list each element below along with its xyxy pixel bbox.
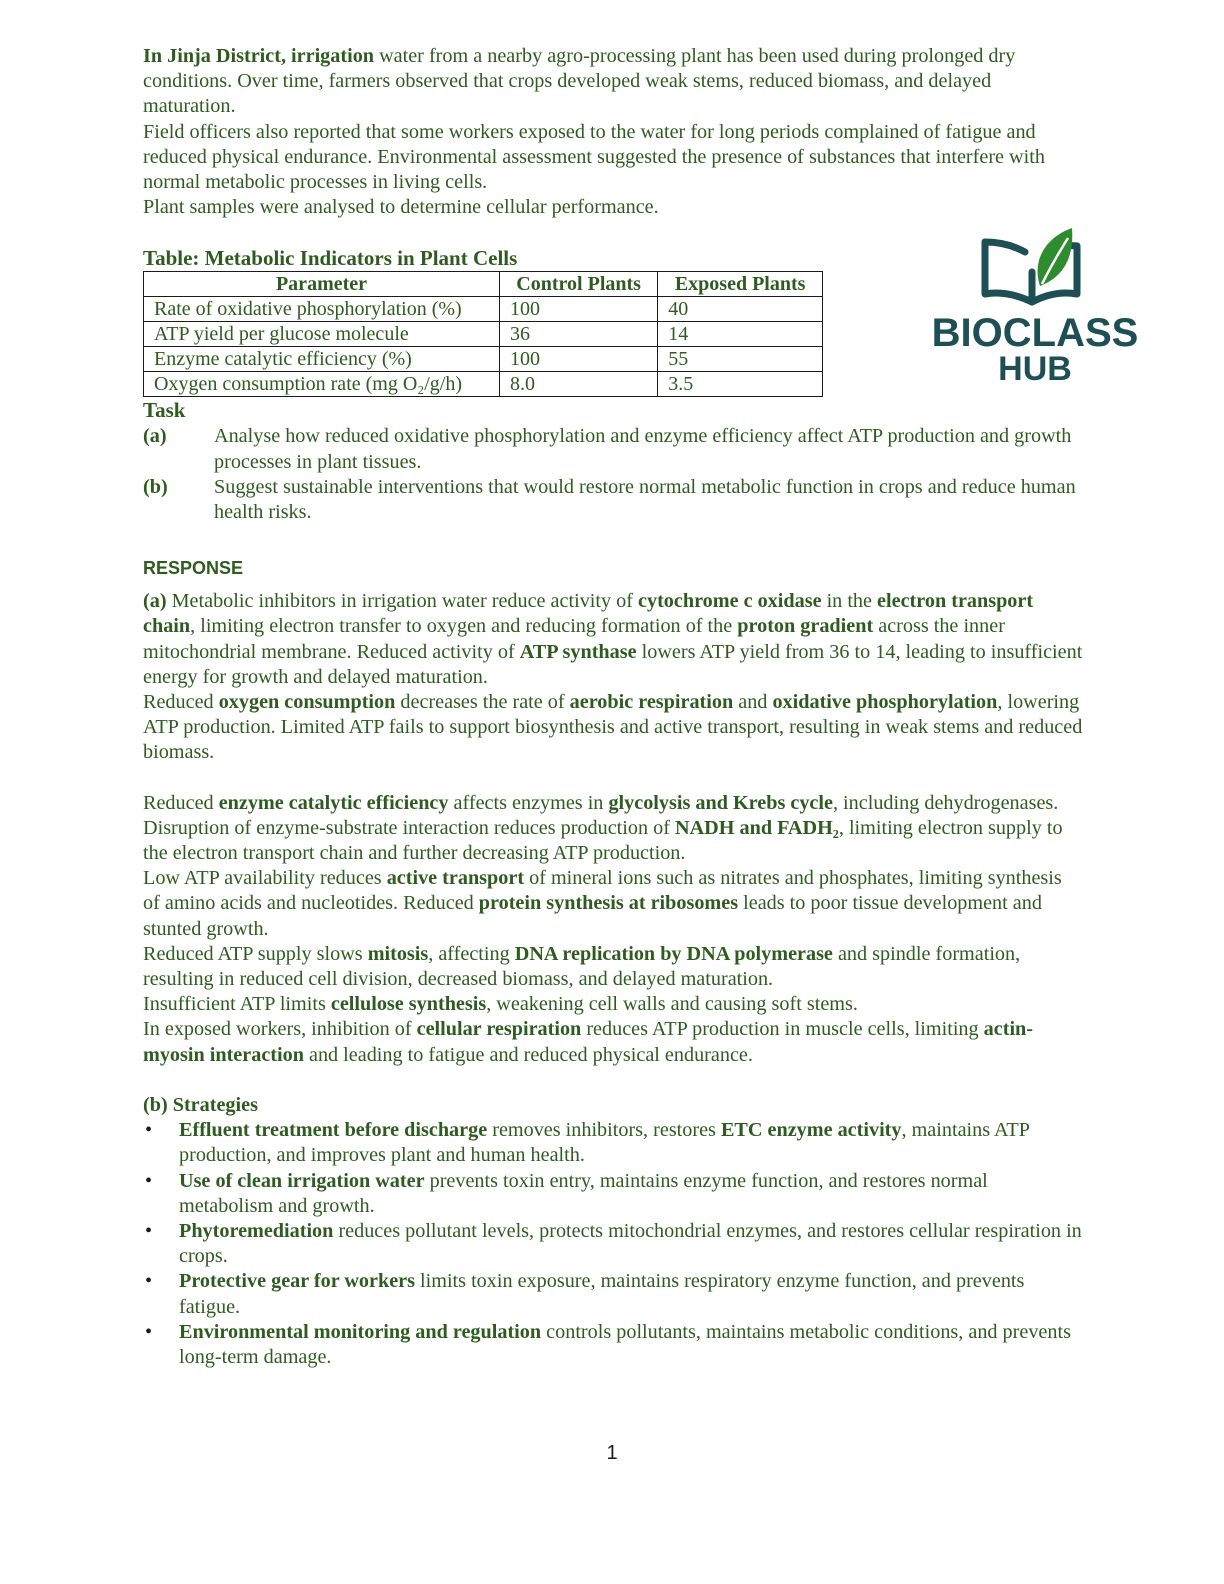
response-paragraph-a4: Low ATP availability reduces active transport of mineral ions such as nitrates and phosphates, limiting synthesis of amino acids and nucleotides. Reduced protein synthesis at ribosomes leads to poor tissue development and stunted growth.	[143, 867, 1062, 940]
paragraph-gap	[143, 1068, 1083, 1093]
table-cell: Rate of oxidative phosphorylation (%)	[144, 297, 500, 322]
list-item: • Environmental monitoring and regulation controls pollutants, maintains metabolic conditions, and prevents long-term damage.	[143, 1320, 1083, 1370]
table-cell: 55	[658, 347, 823, 372]
table-row	[144, 372, 823, 397]
task-label: (b)	[143, 475, 168, 498]
response-paragraph-a6: Insufficient ATP limits cellulose synthesis, weakening cell walls and causing soft stems.	[143, 993, 858, 1016]
table-cell: 100	[500, 297, 658, 322]
list-item: • Effluent treatment before discharge removes inhibitors, restores ETC enzyme activity, maintains ATP production, and improves plant and human health.	[143, 1118, 1083, 1168]
response-paragraph-a3: Reduced enzyme catalytic efficiency affects enzymes in glycolysis and Krebs cycle, including dehydrogenases. Disruption of enzyme-substrate interaction reduces production of NADH and FADH₂, limiting electron supply to the electron transport chain and further decreasing ATP production.	[143, 791, 1063, 865]
logo-text-line2: HUB	[998, 350, 1072, 384]
paragraph-gap	[143, 766, 1083, 791]
bullet-icon: •	[145, 1219, 153, 1242]
bullet-icon: •	[145, 1320, 153, 1343]
intro-paragraph-1: In Jinja District, irrigation water from a nearby agro-processing plant has been used during prolonged dry conditions. Over time, farmers observed that crops developed weak stems, reduced biomass, and delayed maturation.	[143, 45, 1016, 118]
task-heading: Task	[143, 398, 186, 423]
strategies-list	[143, 1118, 1083, 1370]
table-cell: 14	[658, 322, 823, 347]
table-cell: 3.5	[658, 372, 823, 397]
table-cell: 36	[500, 322, 658, 347]
table-cell: 100	[500, 347, 658, 372]
table-cell: ATP yield per glucose molecule	[144, 322, 500, 347]
bullet-icon: •	[145, 1119, 153, 1142]
intro-paragraph-2: Field officers also reported that some workers exposed to the water for long periods complained of fatigue and reduced physical endurance. Environmental assessment suggested the presence of substances that interfere with normal metabolic processes in living cells.	[143, 120, 1045, 194]
table-cell: 8.0	[500, 372, 658, 397]
header-parameter: Parameter	[144, 272, 500, 297]
bioclass-hub-logo	[922, 224, 1148, 384]
book-leaf-icon	[922, 224, 1148, 384]
response-paragraph-a5: Reduced ATP supply slows mitosis, affecting DNA replication by DNA polymerase and spindle formation, resulting in reduced cell division, decreased biomass, and delayed maturation.	[143, 942, 1021, 991]
task-item-a	[143, 424, 1083, 474]
response-heading: RESPONSE	[143, 558, 244, 579]
response-paragraph-a1: (a) Metabolic inhibitors in irrigation water reduce activity of cytochrome c oxidase in the electron transport chain, limiting electron transfer to oxygen and reducing formation of the proton gradient across the inner mitochondrial membrane. Reduced activity of ATP synthase lowers ATP yield from 36 to 14, leading to insufficient energy for growth and delayed maturation.	[143, 590, 1083, 688]
header-control: Control Plants	[500, 272, 658, 297]
list-item: • Use of clean irrigation water prevents toxin entry, maintains enzyme function, and restores normal metabolism and growth.	[143, 1169, 1083, 1219]
table-cell: Enzyme catalytic efficiency (%)	[144, 347, 500, 372]
task-item-b	[143, 475, 1083, 525]
table-cell: Oxygen consumption rate (mg O₂/g/h)	[144, 372, 500, 397]
header-exposed: Exposed Plants	[658, 272, 823, 297]
logo-text-line1: BIOCLASS	[931, 311, 1139, 355]
table-cell: 40	[658, 297, 823, 322]
task-text: Suggest sustainable interventions that would restore normal metabolic function in crops and reduce human health risks.	[214, 475, 1076, 524]
table-row	[144, 347, 823, 372]
task-text: Analyse how reduced oxidative phosphorylation and enzyme efficiency affect ATP production and growth processes in plant tissues.	[214, 425, 1072, 473]
bullet-icon: •	[145, 1270, 153, 1293]
table-header-row	[144, 272, 823, 297]
list-item: • Phytoremediation reduces pollutant levels, protects mitochondrial enzymes, and restores cellular respiration in crops.	[143, 1219, 1083, 1269]
table-row	[144, 297, 823, 322]
table-title: Table: Metabolic Indicators in Plant Cells	[143, 246, 518, 271]
response-paragraph-a2: Reduced oxygen consumption decreases the rate of aerobic respiration and oxidative phosphorylation, lowering ATP production. Limited ATP fails to support biosynthesis and active transport, resulting in weak stems and reduced biomass.	[143, 691, 1083, 764]
task-label: (a)	[143, 425, 167, 448]
metabolic-indicators-table	[143, 271, 823, 397]
intro-paragraph-3: Plant samples were analysed to determine cellular performance.	[143, 196, 659, 219]
bullet-icon: •	[145, 1169, 153, 1192]
list-item: • Protective gear for workers limits toxin exposure, maintains respiratory enzyme function, and prevents fatigue.	[143, 1269, 1083, 1319]
strategies-heading: (b) Strategies	[143, 1093, 258, 1116]
response-paragraph-a7: In exposed workers, inhibition of cellular respiration reduces ATP production in muscle cells, limiting actin-myosin interaction and leading to fatigue and reduced physical endurance.	[143, 1018, 1034, 1066]
page-number: 1	[606, 1442, 618, 1464]
table-row	[144, 322, 823, 347]
